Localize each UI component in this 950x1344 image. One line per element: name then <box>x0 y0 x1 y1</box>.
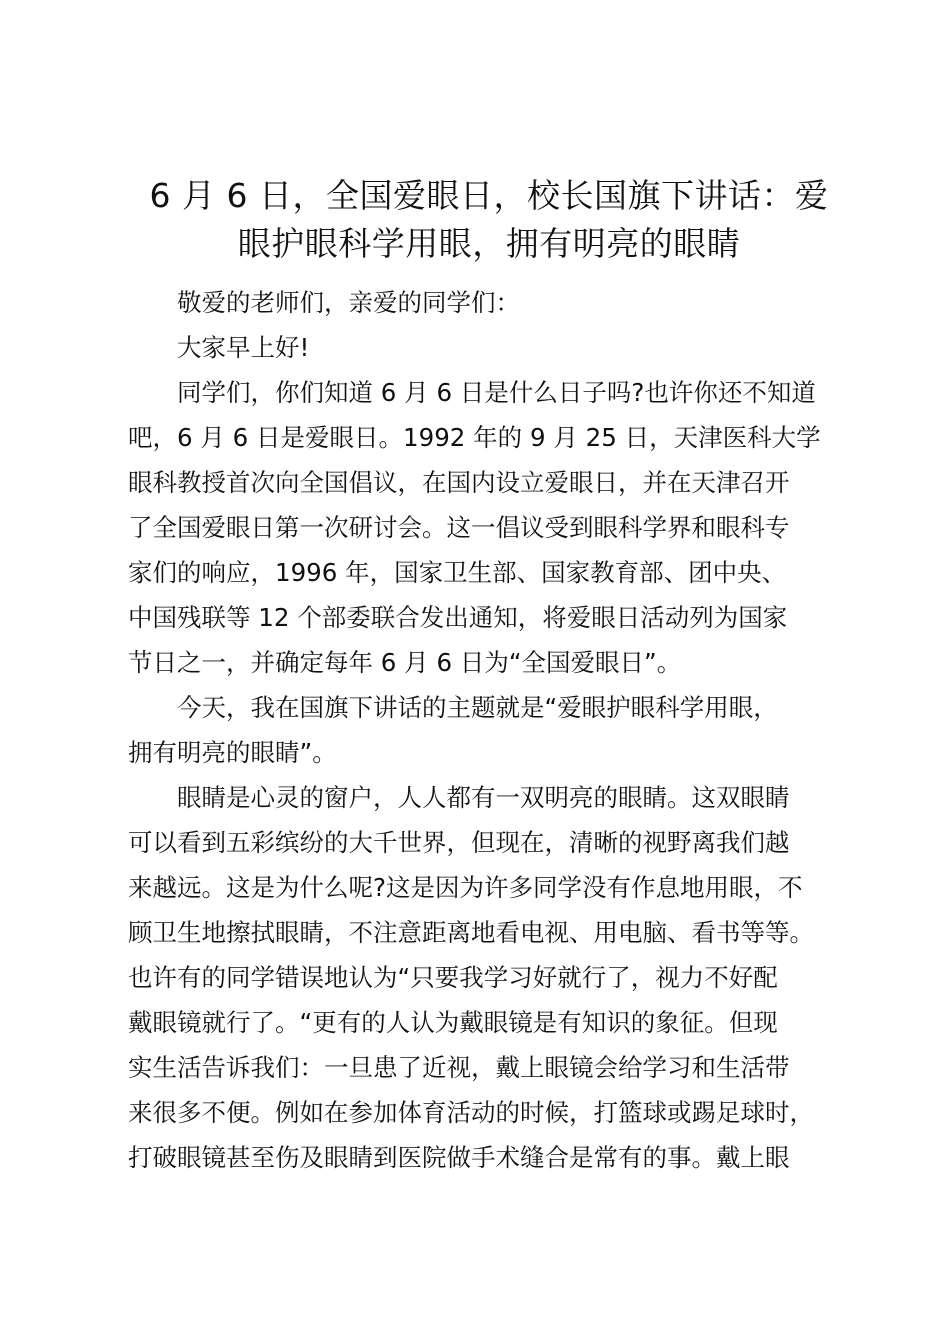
title-line: 眼护眼科学用眼，拥有明亮的眼睛 <box>237 224 741 263</box>
text-line: 打破眼镜甚至伤及眼睛到医院做手术缝合是常有的事。戴上眼 <box>128 1143 790 1172</box>
text-line: 可以看到五彩缤纷的大千世界，但现在，清晰的视野离我们越 <box>128 828 790 857</box>
text-line: 来越远。这是为什么呢?这是因为许多同学没有作息地用眼，不 <box>128 873 803 902</box>
text-line: 顾卫生地擦拭眼睛，不注意距离地看电视、用电脑、看书等等。 <box>128 918 814 947</box>
document-title <box>128 172 850 268</box>
text-line: 眼睛是心灵的窗户，人人都有一双明亮的眼睛。这双眼睛 <box>177 783 790 812</box>
document-page <box>128 172 850 1180</box>
text-line: 了全国爱眼日第一次研讨会。这一倡议受到眼科学界和眼科专 <box>128 513 790 542</box>
text-line: 也许有的同学错误地认为“只要我学习好就行了，视力不好配 <box>128 963 778 992</box>
text-line: 眼科教授首次向全国倡议，在国内设立爱眼日，并在天津召开 <box>128 468 790 497</box>
text-line: 大家早上好! <box>177 333 310 362</box>
text-line: 今天，我在国旗下讲话的主题就是“爱眼护眼科学用眼， <box>177 693 778 722</box>
text-line: 实生活告诉我们：一旦患了近视，戴上眼镜会给学习和生活带 <box>128 1053 790 1082</box>
text-line: 吧，6 月 6 日是爱眼日。1992 年的 9 月 25 日，天津医科大学 <box>128 423 821 452</box>
text-line: 来很多不便。例如在参加体育活动的时候，打篮球或踢足球时， <box>128 1098 814 1127</box>
greeting-paragraph <box>128 325 850 370</box>
eyes-paragraph <box>128 775 850 1180</box>
salutation-paragraph <box>128 280 850 325</box>
text-line: 同学们，你们知道 6 月 6 日是什么日子吗?也许你还不知道 <box>177 378 816 407</box>
text-line: 戴眼镜就行了。“更有的人认为戴眼镜是有知识的象征。但现 <box>128 1008 778 1037</box>
document-body <box>128 280 850 1180</box>
title-line: 6 月 6 日，全国爱眼日，校长国旗下讲话：爱 <box>149 176 829 215</box>
theme-paragraph <box>128 685 850 775</box>
text-line: 中国残联等 12 个部委联合发出通知，将爱眼日活动列为国家 <box>128 603 788 632</box>
text-line: 节日之一，并确定每年 6 月 6 日为“全国爱眼日”。 <box>128 648 682 677</box>
text-line: 敬爱的老师们，亲爱的同学们： <box>177 288 520 317</box>
history-paragraph <box>128 370 850 685</box>
text-line: 拥有明亮的眼睛”。 <box>128 738 337 767</box>
text-line: 家们的响应，1996 年，国家卫生部、国家教育部、团中央、 <box>128 558 787 587</box>
